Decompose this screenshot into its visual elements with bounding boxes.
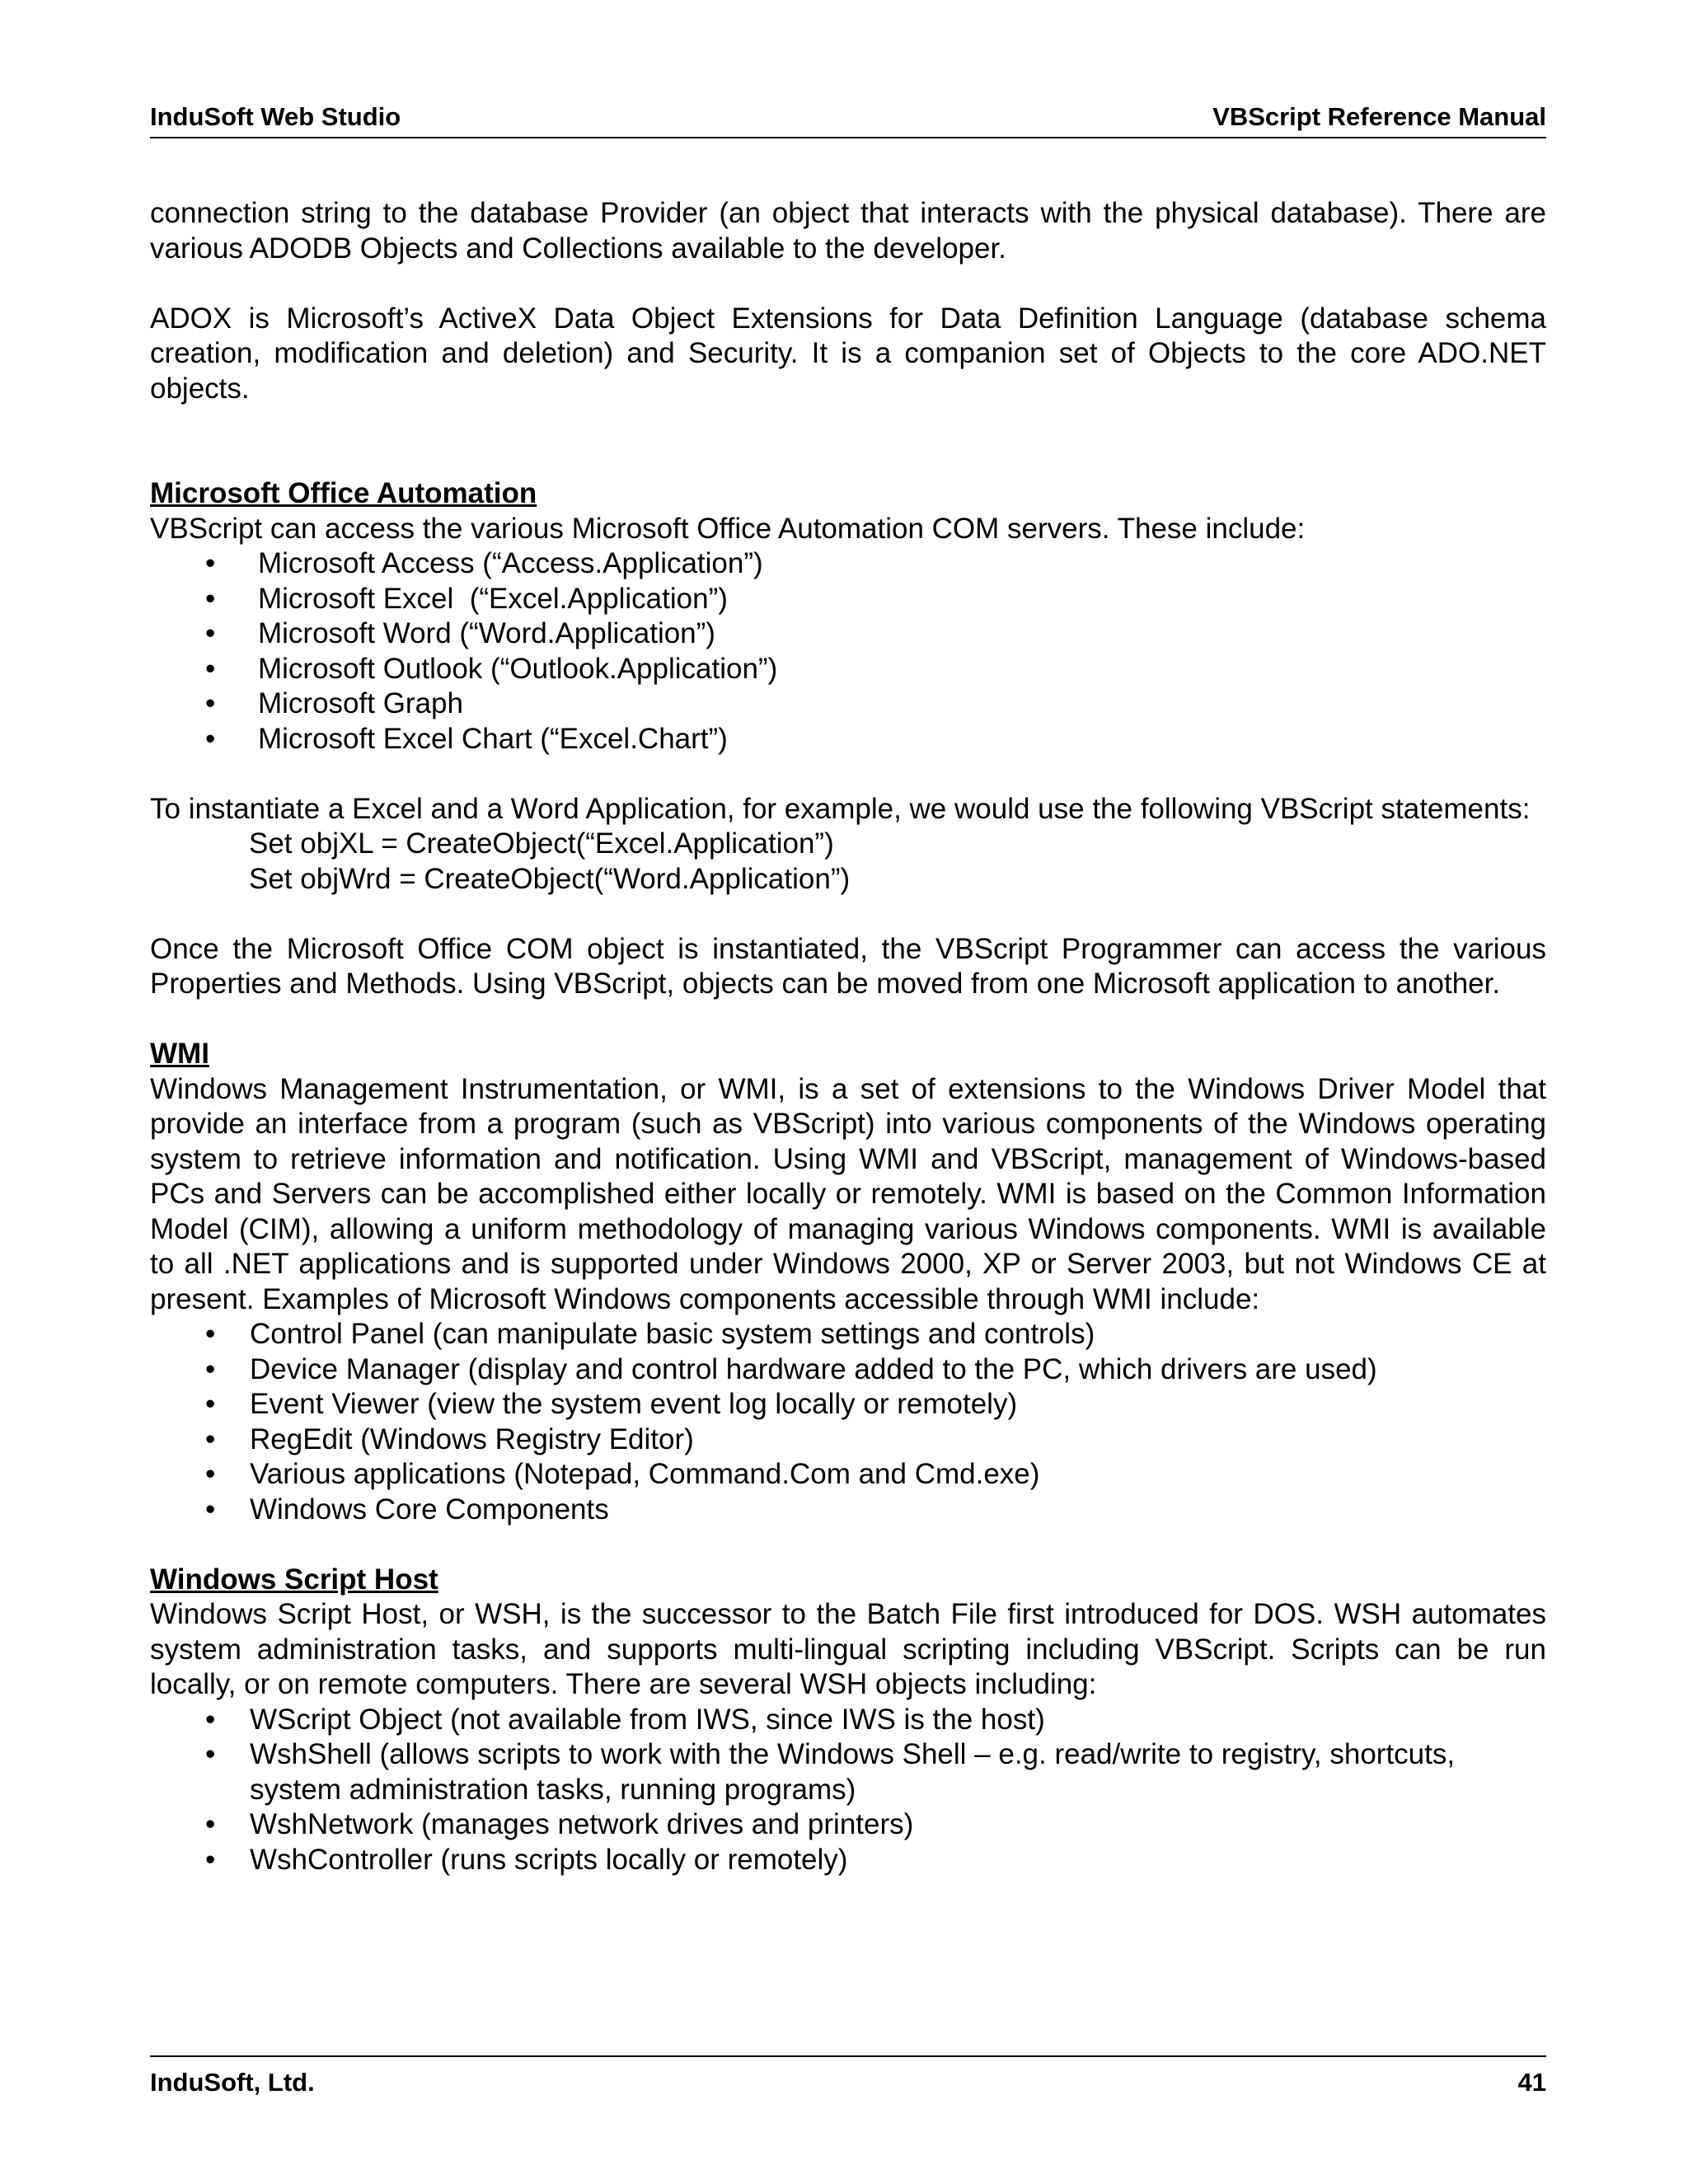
list-item: • Device Manager (display and control hardware added to the PC, which drivers are used) bbox=[150, 1352, 1546, 1388]
bullet-icon: • bbox=[205, 1458, 216, 1490]
list-item: • Microsoft Excel Chart (“Excel.Chart”) bbox=[150, 722, 1546, 757]
bullet-icon: • bbox=[205, 1422, 216, 1455]
bullet-icon: • bbox=[205, 547, 216, 579]
list-item: • Windows Core Components bbox=[150, 1493, 1546, 1528]
list-item: • Microsoft Excel (“Excel.Application”) bbox=[150, 582, 1546, 617]
header-left: InduSoft Web Studio bbox=[150, 102, 401, 131]
list-item: • WshController (runs scripts locally or remotely) bbox=[150, 1843, 1546, 1878]
bullet-icon: • bbox=[205, 722, 216, 755]
body-text bbox=[150, 196, 1546, 1877]
wmi-components-list bbox=[150, 1317, 1546, 1527]
section-heading-wsh: Windows Script Host bbox=[150, 1563, 438, 1596]
paragraph-wmi: Windows Management Instrumentation, or WMI, is a set of extensions to the Windows Driver Model that provide an interface from a program (such as VBScript) into various components of the Windows operating system to retrieve information and notification. Using WMI and VBScript, management of Windows-based PCs and Servers can be accomplished either locally or remotely. WMI is based on the Common Information Model (CIM), allowing a uniform methodology of managing various Windows components. WMI is available to all .NET applications and is supported under Windows 2000, XP or Server 2003, but not Windows CE at present. Examples of Microsoft Windows components accessible through WMI include: bbox=[150, 1072, 1546, 1315]
list-item: • Microsoft Access (“Access.Application”) bbox=[150, 546, 1546, 582]
bullet-icon: • bbox=[205, 1318, 216, 1350]
bullet-icon: • bbox=[205, 1352, 216, 1385]
list-item: • WshShell (allows scripts to work with the Windows Shell – e.g. read/write to registry, shortcuts, system administration tasks, running programs) bbox=[205, 1738, 1456, 1806]
list-item: • WScript Object (not available from IWS, since IWS is the host) bbox=[150, 1703, 1546, 1738]
list-item: • Event Viewer (view the system event log locally or remotely) bbox=[150, 1387, 1546, 1422]
list-item: • Microsoft Word (“Word.Application”) bbox=[150, 616, 1546, 652]
running-header bbox=[150, 97, 1546, 138]
paragraph-instantiate: To instantiate a Excel and a Word Application, for example, we would use the following VBScript statements: bbox=[150, 792, 1531, 825]
bullet-icon: • bbox=[205, 1738, 216, 1770]
bullet-icon: • bbox=[205, 1843, 216, 1876]
paragraph-office-intro: VBScript can access the various Microsoft Office Automation COM servers. These include: bbox=[150, 512, 1306, 545]
bullet-icon: • bbox=[205, 1808, 216, 1840]
code-line-word: Set objWrd = CreateObject(“Word.Application”) bbox=[249, 862, 851, 895]
footer-left: InduSoft, Ltd. bbox=[150, 2068, 315, 2097]
list-item: • RegEdit (Windows Registry Editor) bbox=[150, 1422, 1546, 1458]
section-heading-wmi: WMI bbox=[150, 1038, 209, 1070]
list-item: • Microsoft Outlook (“Outlook.Application”) bbox=[150, 652, 1546, 687]
wsh-objects-list bbox=[150, 1703, 1546, 1878]
list-item: • Microsoft Graph bbox=[150, 687, 1546, 722]
list-item: • Control Panel (can manipulate basic system settings and controls) bbox=[150, 1317, 1546, 1352]
running-footer bbox=[150, 2055, 1546, 2105]
document-page bbox=[150, 0, 1546, 2184]
list-item: • Various applications (Notepad, Command.Com and Cmd.exe) bbox=[150, 1457, 1546, 1493]
bullet-icon: • bbox=[205, 1388, 216, 1420]
code-line-excel: Set objXL = CreateObject(“Excel.Application”) bbox=[249, 827, 834, 860]
list-item: • WshNetwork (manages network drives and printers) bbox=[150, 1807, 1546, 1843]
bullet-icon: • bbox=[205, 652, 216, 685]
bullet-icon: • bbox=[205, 1703, 216, 1736]
paragraph-adox: ADOX is Microsoft’s ActiveX Data Object Extensions for Data Definition Language (database schema creation, modification and deletion) and Security. It is a companion set of Objects to the core ADO.NET objects. bbox=[150, 302, 1546, 405]
paragraph-office-closing: Once the Microsoft Office COM object is instantiated, the VBScript Programmer can access the various Properties and Methods. Using VBScript, objects can be moved from one Microsoft application to another. bbox=[150, 932, 1546, 1000]
paragraph-ado-connection: connection string to the database Provider (an object that interacts with the physical database). There are various ADODB Objects and Collections available to the developer. bbox=[150, 197, 1546, 265]
office-servers-list bbox=[150, 546, 1546, 757]
bullet-icon: • bbox=[205, 1493, 216, 1526]
header-right: VBScript Reference Manual bbox=[1212, 102, 1546, 131]
bullet-icon: • bbox=[205, 617, 216, 649]
bullet-icon: • bbox=[205, 687, 216, 719]
page-number: 41 bbox=[1517, 2068, 1546, 2097]
bullet-icon: • bbox=[205, 582, 216, 615]
section-heading-office-automation: Microsoft Office Automation bbox=[150, 477, 537, 509]
paragraph-wsh: Windows Script Host, or WSH, is the successor to the Batch File first introduced for DOS. WSH automates system administration tasks, and supports multi-lingual scripting including VBScript. Scripts can be run locally, or on remote computers. There are several WSH objects including: bbox=[150, 1598, 1546, 1700]
